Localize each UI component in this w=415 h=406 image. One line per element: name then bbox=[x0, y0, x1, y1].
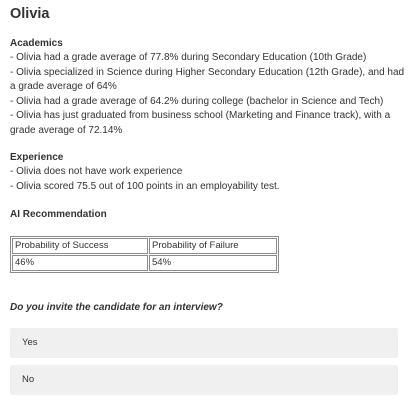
experience-heading: Experience bbox=[10, 152, 64, 163]
yes-option-button[interactable] bbox=[10, 328, 398, 358]
header-success: Probability of Success bbox=[12, 238, 148, 254]
value-failure: 54% bbox=[149, 255, 277, 271]
table-row bbox=[12, 255, 277, 271]
academics-list bbox=[10, 51, 405, 138]
academics-line: - Olivia specialized in Science during Higher Secondary Education (12th Grade), and had a grade average of 64% bbox=[10, 66, 405, 92]
academics-line: - Olivia had a grade average of 64.2% during college (bachelor in Science and Tech) bbox=[10, 95, 384, 107]
experience-line: - Olivia scored 75.5 out of 100 points in an employability test. bbox=[10, 180, 280, 192]
header-failure: Probability of Failure bbox=[149, 238, 277, 254]
yes-option-label: Yes bbox=[22, 337, 38, 348]
ai-recommendation-heading: AI Recommendation bbox=[10, 209, 107, 220]
experience-list bbox=[10, 165, 405, 194]
value-success: 46% bbox=[12, 255, 148, 271]
table-header-row bbox=[12, 238, 277, 254]
recommendation-table bbox=[10, 236, 279, 273]
no-option-label: No bbox=[22, 374, 35, 385]
academics-line: - Olivia has just graduated from business school (Marketing and Finance track), with a grade average of 72.14% bbox=[10, 110, 391, 136]
academics-line: - Olivia had a grade average of 77.8% during Secondary Education (10th Grade) bbox=[10, 52, 367, 63]
candidate-name: Olivia bbox=[10, 6, 50, 22]
interview-question: Do you invite the candidate for an interview? bbox=[10, 302, 223, 313]
no-option-button[interactable] bbox=[10, 365, 398, 395]
experience-line: - Olivia does not have work experience bbox=[10, 166, 183, 177]
academics-heading: Academics bbox=[10, 38, 63, 49]
